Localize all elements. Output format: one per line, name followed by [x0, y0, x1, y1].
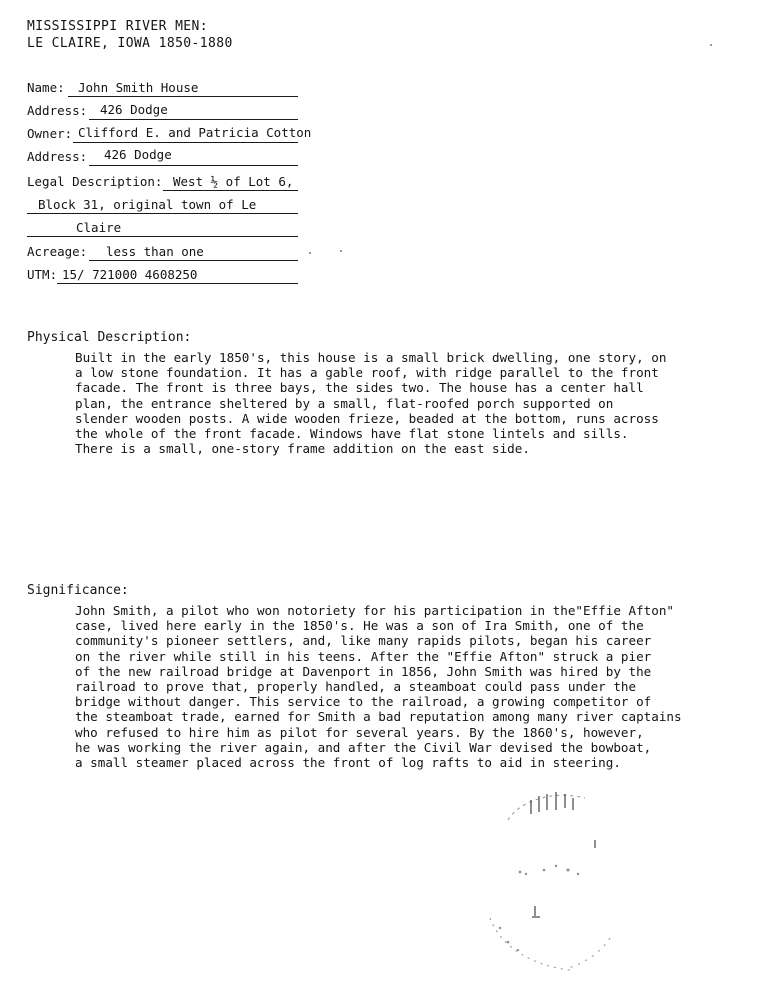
field-address1-value: 426 Dodge: [100, 102, 168, 117]
field-utm-label: UTM:: [27, 267, 58, 282]
physical-line: There is a small, one-story frame addition on the east side.: [75, 441, 530, 457]
field-owner-label: Owner:: [27, 126, 73, 141]
significance-line: a small steamer placed across the front of log rafts to aid in steering.: [75, 755, 621, 771]
field-address2-label: Address:: [27, 149, 88, 164]
field-acreage-value: less than one: [106, 244, 204, 259]
scan-speck: [340, 250, 342, 252]
field-address2-underline: [89, 165, 298, 166]
significance-line: John Smith, a pilot who won notoriety for his participation in the"Effie Afton": [75, 603, 674, 618]
field-legal-underline-3: [27, 236, 298, 237]
field-owner-underline: [73, 142, 298, 143]
physical-line: facade. The front is three bays, the sides two. The house has a center hall: [75, 380, 644, 396]
field-utm-value: 15/ 721000 4608250: [62, 267, 198, 282]
field-legal-underline-1: [163, 190, 298, 191]
field-name-label: Name:: [27, 80, 65, 95]
significance-line: railroad to prove that, properly handled, a steamboat could pass under the: [75, 679, 637, 695]
field-name-underline: [68, 96, 298, 97]
field-legal-label: Legal Description:: [27, 174, 163, 189]
significance-text: [75, 603, 695, 770]
field-acreage: [27, 244, 87, 260]
document-header: [27, 18, 233, 52]
physical-line: slender wooden posts. A wide wooden frieze, beaded at the bottom, runs across: [75, 410, 659, 426]
significance-line: case, lived here early in the 1850's. He was a son of Ira Smith, one of the: [75, 618, 644, 634]
field-legal-line3: Claire: [76, 220, 122, 235]
header-subtitle: LE CLAIRE, IOWA 1850-1880: [27, 36, 233, 51]
field-address1-label: Address:: [27, 103, 88, 118]
significance-line: of the new railroad bridge at Davenport in 1856, John Smith was hired by the: [75, 663, 652, 679]
physical-line: plan, the entrance sheltered by a small, flat-roofed porch supported on: [75, 395, 614, 411]
field-address2: [27, 149, 87, 165]
significance-heading: Significance:: [27, 583, 129, 598]
field-address2-value: 426 Dodge: [104, 147, 172, 162]
significance-line: on the river while still in his teens. After the "Effie Afton" struck a pier: [75, 648, 652, 664]
field-legal: [27, 174, 162, 190]
faint-circular-stamp-icon: [460, 778, 670, 978]
scan-speck: [309, 252, 311, 254]
significance-line: the steamboat trade, earned for Smith a bad reputation among many river captains: [75, 709, 682, 725]
field-name-value: John Smith House: [78, 80, 199, 95]
header-title: MISSISSIPPI RIVER MEN:: [27, 19, 208, 34]
field-acreage-underline: [89, 260, 298, 261]
field-owner: [27, 126, 72, 142]
physical-line: Built in the early 1850's, this house is a small brick dwelling, one story, on: [75, 350, 667, 365]
physical-line: the whole of the front facade. Windows have flat stone lintels and sills.: [75, 426, 629, 442]
significance-line: community's pioneer settlers, and, like many rapids pilots, began his career: [75, 633, 652, 649]
significance-line: who refused to hire him as pilot for several years. By the 1860's, however,: [75, 724, 644, 740]
field-legal-line1: West ½ of Lot 6,: [173, 174, 294, 189]
field-acreage-label: Acreage:: [27, 244, 88, 259]
field-legal-underline-2: [27, 213, 298, 214]
physical-line: a low stone foundation. It has a gable roof, with ridge parallel to the front: [75, 365, 659, 381]
field-utm: [27, 267, 57, 283]
field-name: [27, 80, 65, 96]
scan-speck: [710, 44, 712, 46]
physical-description-heading: Physical Description:: [27, 330, 192, 345]
field-owner-value: Clifford E. and Patricia Cotton: [78, 125, 312, 140]
physical-description-text: [75, 350, 695, 456]
significance-line: he was working the river again, and after the Civil War devised the bowboat,: [75, 739, 652, 755]
field-utm-underline: [57, 283, 298, 284]
significance-line: bridge without danger. This service to the railroad, a growing competitor of: [75, 694, 652, 710]
field-address1-underline: [89, 119, 298, 120]
field-legal-line2: Block 31, original town of Le: [38, 197, 257, 212]
field-address1: [27, 103, 87, 119]
